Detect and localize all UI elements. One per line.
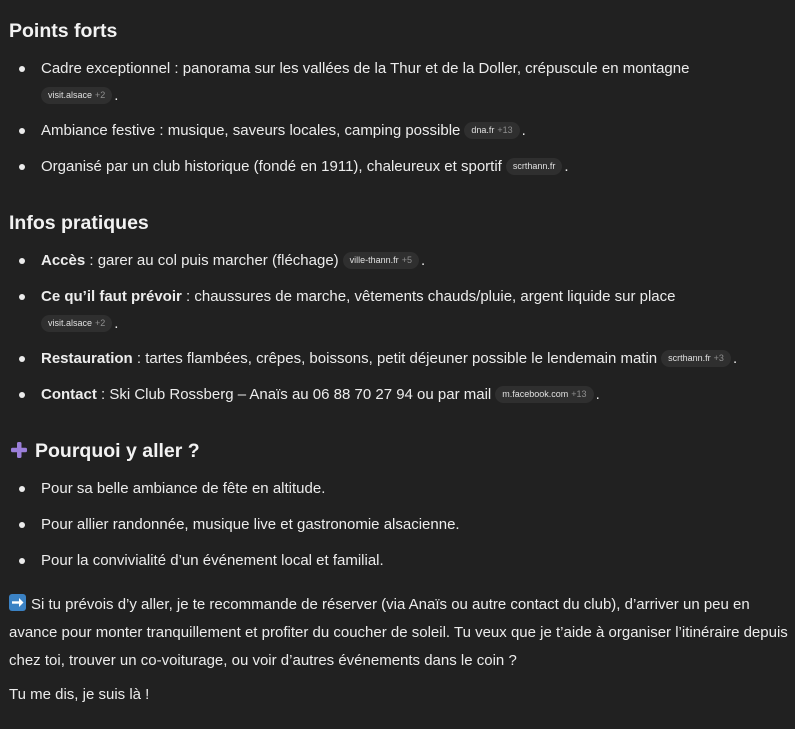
punctuation: . [420, 252, 426, 269]
source-chip[interactable] [464, 122, 519, 139]
list-item-text: : chaussures de marche, vêtements chauds/pluie, argent liquide sur place [181, 288, 676, 305]
closing-paragraph [9, 591, 794, 675]
list-item [9, 117, 791, 145]
punctuation: . [521, 122, 526, 139]
source-chip-count: +2 [95, 318, 106, 328]
source-chip-domain: scrthann.fr [512, 161, 556, 171]
list-item [9, 55, 791, 109]
list-item: Pour sa belle ambiance de fête en altitude. [9, 475, 791, 503]
list-item: Pour la convivialité d’un événement local et familial. [9, 547, 791, 575]
list-item-text: Organisé par un club historique (fondé en 1911), chaleureux et sportif [41, 158, 502, 175]
punctuation: . [595, 386, 600, 403]
list-item-label: Accès [41, 252, 86, 269]
source-chip-domain: visit.alsace [48, 90, 93, 100]
list-item [9, 381, 791, 409]
closing-paragraph-text: Si tu prévois d’y aller, je te recommande de réserver (via Anaïs ou autre contact du club), d’arriver un peu en avance pour monter tranquillement et profiter du coucher de soleil. Tu veux que je t’aide à organiser l’itinéraire depuis chez toi, trouver un co-voiturage, ou voir d’autres événements dans le coin ? [9, 596, 788, 669]
source-chip[interactable] [41, 315, 112, 332]
source-chip-count: +13 [497, 125, 513, 135]
signoff-text: Tu me dis, je suis là ! [9, 686, 150, 703]
punctuation: . [732, 350, 738, 367]
section-heading-text: Pourquoi y aller ? [35, 440, 200, 462]
source-chip-domain: dna.fr [471, 125, 495, 135]
list-item [9, 153, 791, 181]
list-item-text: : Ski Club Rossberg – Anaïs au 06 88 70 27 94 ou par mail [96, 386, 492, 403]
punctuation: . [114, 315, 119, 332]
source-chip-count: +3 [713, 353, 724, 363]
infos-pratiques-list [9, 247, 789, 409]
list-item [9, 345, 791, 373]
list-item-text: : garer au col puis marcher (fléchage) [85, 252, 339, 269]
source-chip-domain: scrthann.fr [668, 353, 711, 363]
source-chip-domain: m.facebook.com [502, 389, 569, 399]
source-chip-count: +2 [95, 90, 106, 100]
source-chip-domain: ville-thann.fr [349, 255, 399, 265]
section-heading-pourquoi [9, 438, 200, 464]
list-item-label: Contact [41, 386, 97, 403]
punctuation: . [564, 158, 569, 175]
section-heading-points-forts: Points forts [9, 20, 118, 42]
source-chip-count: +13 [571, 389, 587, 399]
source-chip[interactable] [506, 158, 563, 175]
points-forts-list [9, 55, 789, 181]
punctuation: . [114, 87, 119, 104]
list-item-label: Ce qu’il faut prévoir [41, 288, 182, 305]
list-item: Pour allier randonnée, musique live et gastronomie alsacienne. [9, 511, 791, 539]
source-chip-domain: visit.alsace [48, 318, 93, 328]
source-chip[interactable] [661, 350, 731, 367]
list-item [9, 283, 791, 337]
source-chip[interactable] [41, 87, 112, 104]
source-chip-count: +5 [401, 255, 412, 265]
source-chip[interactable] [495, 386, 593, 403]
plus-icon [9, 440, 29, 460]
section-heading-infos-pratiques: Infos pratiques [9, 212, 149, 234]
pourquoi-list [9, 475, 789, 575]
list-item-label: Restauration [41, 350, 133, 367]
list-item-text: Cadre exceptionnel : panorama sur les vallées de la Thur et de la Doller, crépuscule en montagne [41, 60, 690, 77]
list-item [9, 247, 791, 275]
source-chip[interactable] [343, 252, 419, 269]
list-item-text: Ambiance festive : musique, saveurs locales, camping possible [41, 122, 461, 139]
list-item-text: : tartes flambées, crêpes, boissons, petit déjeuner possible le lendemain matin [132, 350, 658, 367]
right-arrow-icon [9, 594, 26, 611]
